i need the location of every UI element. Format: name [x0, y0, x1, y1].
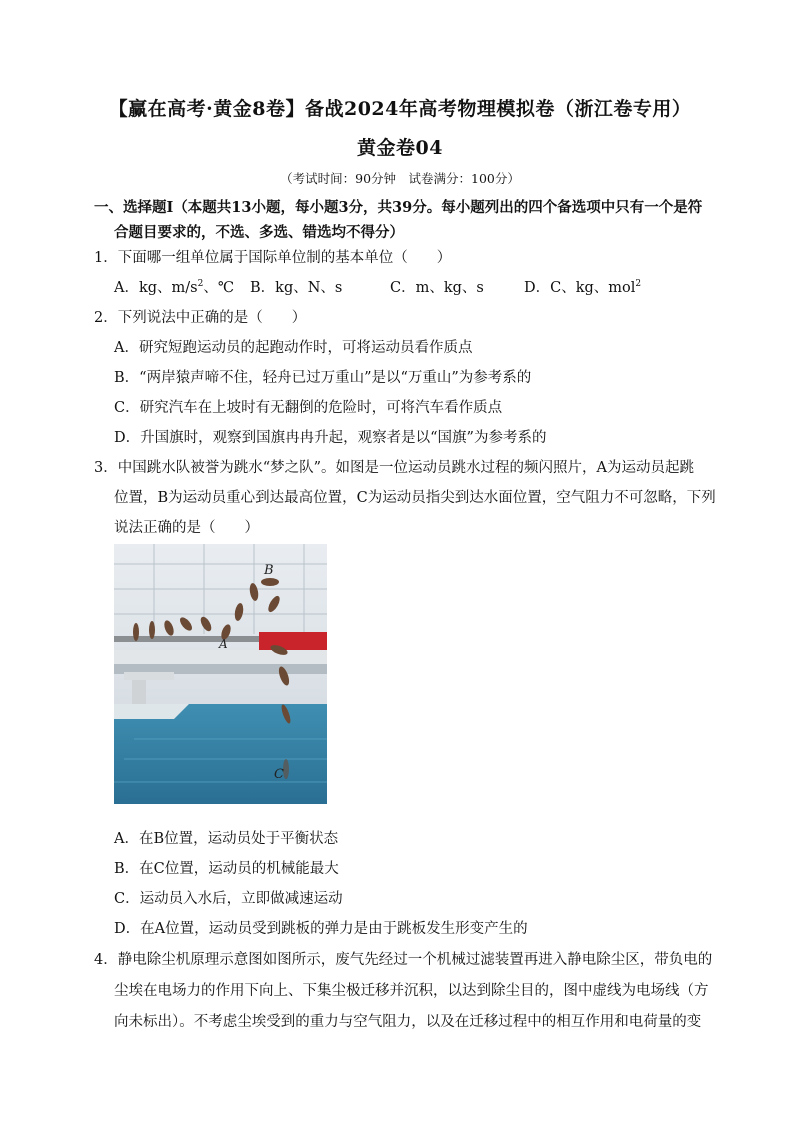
q3-option-c: C．运动员入水后，立即做减速运动 [114, 891, 343, 907]
label-b: B [264, 563, 274, 578]
q1-option-a [114, 276, 234, 297]
q1-option-a-sup: 2 [197, 279, 204, 290]
q3-stem-line3: 说法正确的是（ ） [114, 520, 259, 536]
diving-photo-svg [114, 544, 327, 804]
q1-option-a-tail: 、℃ [203, 280, 235, 296]
q3-option-d: D．在A位置，运动员受到跳板的弹力是由于跳板发生形变产生的 [114, 921, 528, 937]
section-heading-continued [94, 221, 714, 245]
q1-stem: 1．下面哪一组单位属于国际单位制的基本单位（ ） [94, 250, 452, 266]
q1-option-c: C．m、kg、s [390, 280, 484, 296]
q4-stem-line1: 4．静电除尘机原理示意图如图所示，废气先经过一个机械过滤装置再进入静电除尘区，带负电的 [94, 952, 713, 968]
q4-stem-line3: 向未标出）。不考虑尘埃受到的重力与空气阻力，以及在迁移过程中的相互作用和电荷量的变 [114, 1014, 702, 1030]
q3-stem-line1: 3．中国跳水队被誉为跳水“梦之队”。如图是一位运动员跳水过程的频闪照片，A为运动员起跳 [94, 460, 695, 476]
q1-option-d [524, 276, 641, 297]
diving-photo [114, 544, 327, 804]
q1-option-b: B．kg、N、s [250, 280, 343, 296]
exam-title: 【赢在高考·黄金8卷】备战2024年高考物理模拟卷（浙江卷专用） [108, 98, 692, 120]
exam-subtitle: 黄金卷04 [357, 137, 443, 159]
section-heading-line1: 一、选择题Ⅰ（本题共13小题，每小题3分，共39分。每小题列出的四个备选项中只有一个是符 [94, 199, 703, 216]
q1-option-d-text: D．C、kg、mol [524, 280, 636, 296]
q3-option-b: B．在C位置，运动员的机械能最大 [114, 861, 339, 877]
q2-stem: 2．下列说法中正确的是（ ） [94, 310, 307, 326]
q2-option-d: D．升国旗时，观察到国旗冉冉升起，观察者是以“国旗”为参考系的 [114, 430, 547, 446]
q1-option-a-text: A．kg、m/s [114, 280, 198, 296]
red-banner [259, 632, 327, 650]
section-heading-line2: 合题目要求的，不选、多选、错选均不得分） [114, 224, 404, 241]
section-heading [94, 196, 714, 220]
q1-option-d-sup: 2 [635, 279, 642, 290]
exam-info: （考试时间：90分钟 试卷满分：100分） [280, 171, 520, 186]
label-a: A [219, 637, 228, 651]
q2-option-a: A．研究短跑运动员的起跑动作时，可将运动员看作质点 [114, 340, 473, 356]
q3-stem-line2: 位置，B为运动员重心到达最高位置，C为运动员指尖到达水面位置，空气阻力不可忽略，下列 [114, 490, 716, 506]
q2-option-b: B．“两岸猿声啼不住，轻舟已过万重山”是以“万重山”为参考系的 [114, 370, 532, 386]
q4-stem-line2: 尘埃在电场力的作用下向上、下集尘极迁移并沉积，以达到除尘目的，图中虚线为电场线（方 [114, 983, 709, 999]
q3-option-a: A．在B位置，运动员处于平衡状态 [114, 831, 339, 847]
q2-option-c: C．研究汽车在上坡时有无翻倒的危险时，可将汽车看作质点 [114, 400, 503, 416]
springboard [124, 672, 174, 680]
label-c: C [274, 767, 284, 782]
photo-mid-wall [114, 650, 327, 664]
